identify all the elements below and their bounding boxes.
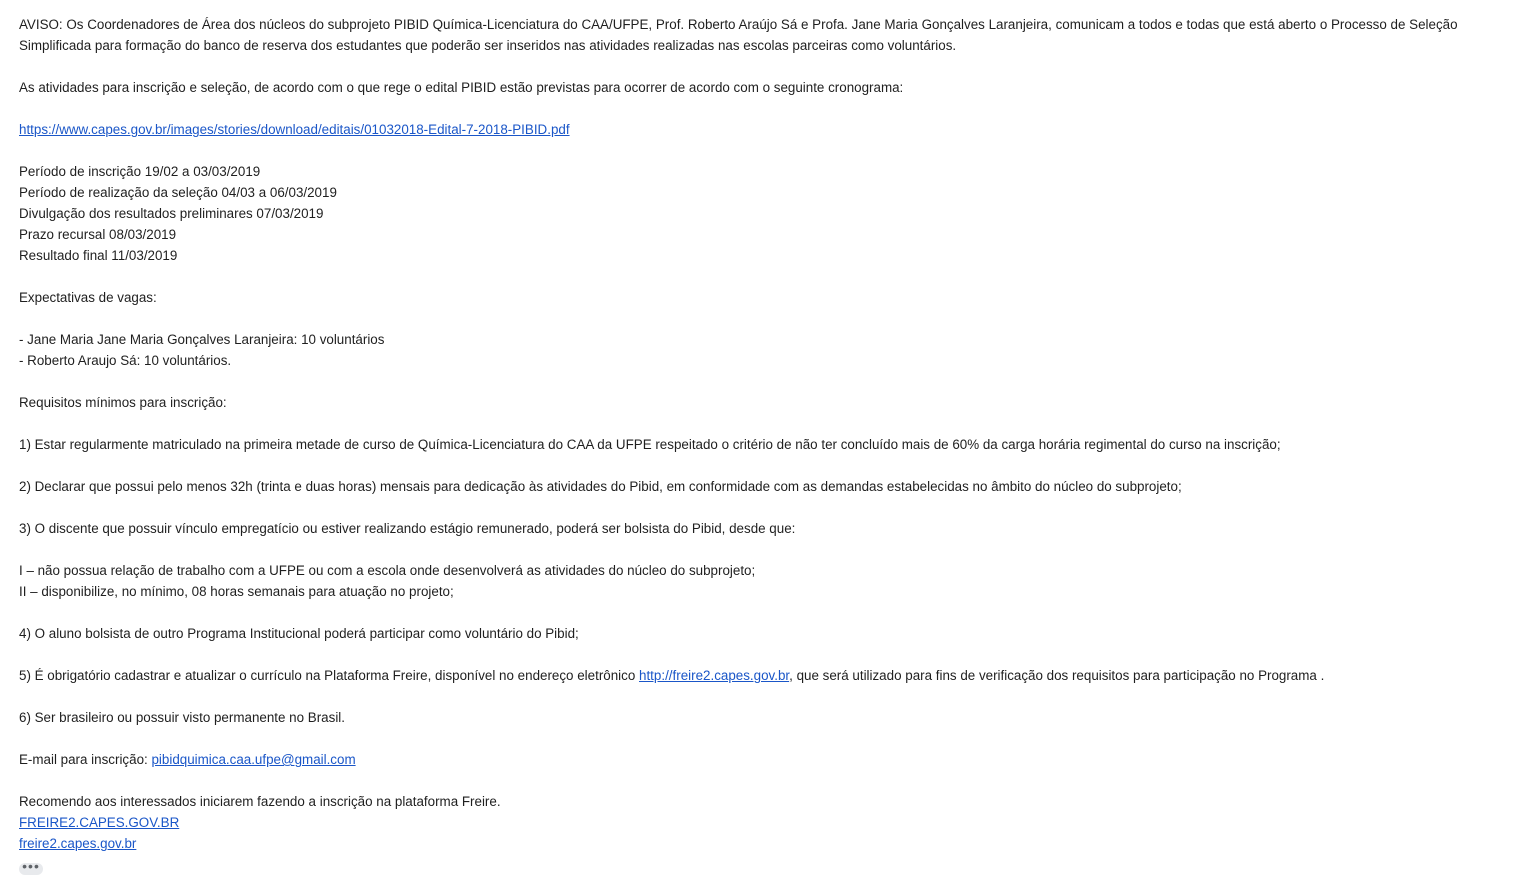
schedule-item-preliminary: Divulgação dos resultados preliminares 07/03/2019: [19, 206, 324, 221]
email-line: [19, 749, 1529, 770]
freire-link-lower[interactable]: freire2.capes.gov.br: [19, 836, 137, 851]
vacancy-item-roberto: - Roberto Araujo Sá: 10 voluntários.: [19, 353, 232, 368]
requirement-3-item-i: I – não possua relação de trabalho com a UFPE ou com a escola onde desenvolverá as atividades do núcleo do subprojeto;: [19, 563, 756, 578]
show-trimmed-content-button[interactable]: •••: [19, 863, 43, 875]
requirement-1: 1) Estar regularmente matriculado na primeira metade de curso de Química-Licenciatura do CAA da UFPE respeitado o critério de não ter concluído mais de 60% da carga horária regimental do curso na inscrição;: [19, 437, 1281, 452]
requirement-6: 6) Ser brasileiro ou possuir visto permanente no Brasil.: [19, 710, 345, 725]
requirement-2: 2) Declarar que possui pelo menos 32h (trinta e duas horas) mensais para dedicação às atividades do Pibid, em conformidade com as demandas estabelecidas no âmbito do núcleo do subprojeto;: [19, 479, 1182, 494]
schedule-item-registration: Período de inscrição 19/02 a 03/03/2019: [19, 164, 261, 179]
email-message-body: [19, 14, 1529, 854]
freire-link[interactable]: http://freire2.capes.gov.br: [639, 668, 790, 683]
freire-link-upper[interactable]: FREIRE2.CAPES.GOV.BR: [19, 815, 180, 830]
requirement-3-item-ii: II – disponibilize, no mínimo, 08 horas semanais para atuação no projeto;: [19, 584, 454, 599]
schedule-item-final: Resultado final 11/03/2019: [19, 248, 178, 263]
edital-link[interactable]: https://www.capes.gov.br/images/stories/download/editais/01032018-Edital-7-2018-PIBID.pdf: [19, 122, 570, 137]
notice-paragraph: AVISO: Os Coordenadores de Área dos núcleos do subprojeto PIBID Química-Licenciatura do CAA/UFPE, Prof. Roberto Araújo Sá e Profa. Jane Maria Gonçalves Laranjeira, comunicam a todos e todas que está aberto o Processo de Seleção Simplificada para formação do banco de reserva dos estudantes que poderão ser inseridos nas atividades realizadas nas escolas parceiras como voluntários.: [19, 17, 1458, 53]
vacancy-item-jane: - Jane Maria Jane Maria Gonçalves Laranjeira: 10 voluntários: [19, 332, 385, 347]
vacancies-heading: Expectativas de vagas:: [19, 290, 157, 305]
requirement-5-suffix: , que será utilizado para fins de verificação dos requisitos para participação no Programa .: [789, 668, 1325, 683]
requirements-heading: Requisitos mínimos para inscrição:: [19, 395, 227, 410]
requirement-4: 4) O aluno bolsista de outro Programa Institucional poderá participar como voluntário do Pibid;: [19, 626, 579, 641]
schedule-item-selection: Período de realização da seleção 04/03 a 06/03/2019: [19, 185, 337, 200]
email-link[interactable]: pibidquimica.caa.ufpe@gmail.com: [151, 752, 356, 767]
activities-intro: As atividades para inscrição e seleção, de acordo com o que rege o edital PIBID estão previstas para ocorrer de acordo com o seguinte cronograma:: [19, 80, 904, 95]
requirement-3: 3) O discente que possuir vínculo empregatício ou estiver realizando estágio remunerado, poderá ser bolsista do Pibid, desde que:: [19, 521, 796, 536]
schedule-item-appeal: Prazo recursal 08/03/2019: [19, 227, 177, 242]
requirement-5-prefix: 5) É obrigatório cadastrar e atualizar o currículo na Plataforma Freire, disponível no endereço eletrônico: [19, 668, 640, 683]
recommendation-text: Recomendo aos interessados iniciarem fazendo a inscrição na plataforma Freire.: [19, 794, 501, 809]
email-label: E-mail para inscrição:: [19, 752, 152, 767]
requirement-5: [19, 665, 1529, 686]
